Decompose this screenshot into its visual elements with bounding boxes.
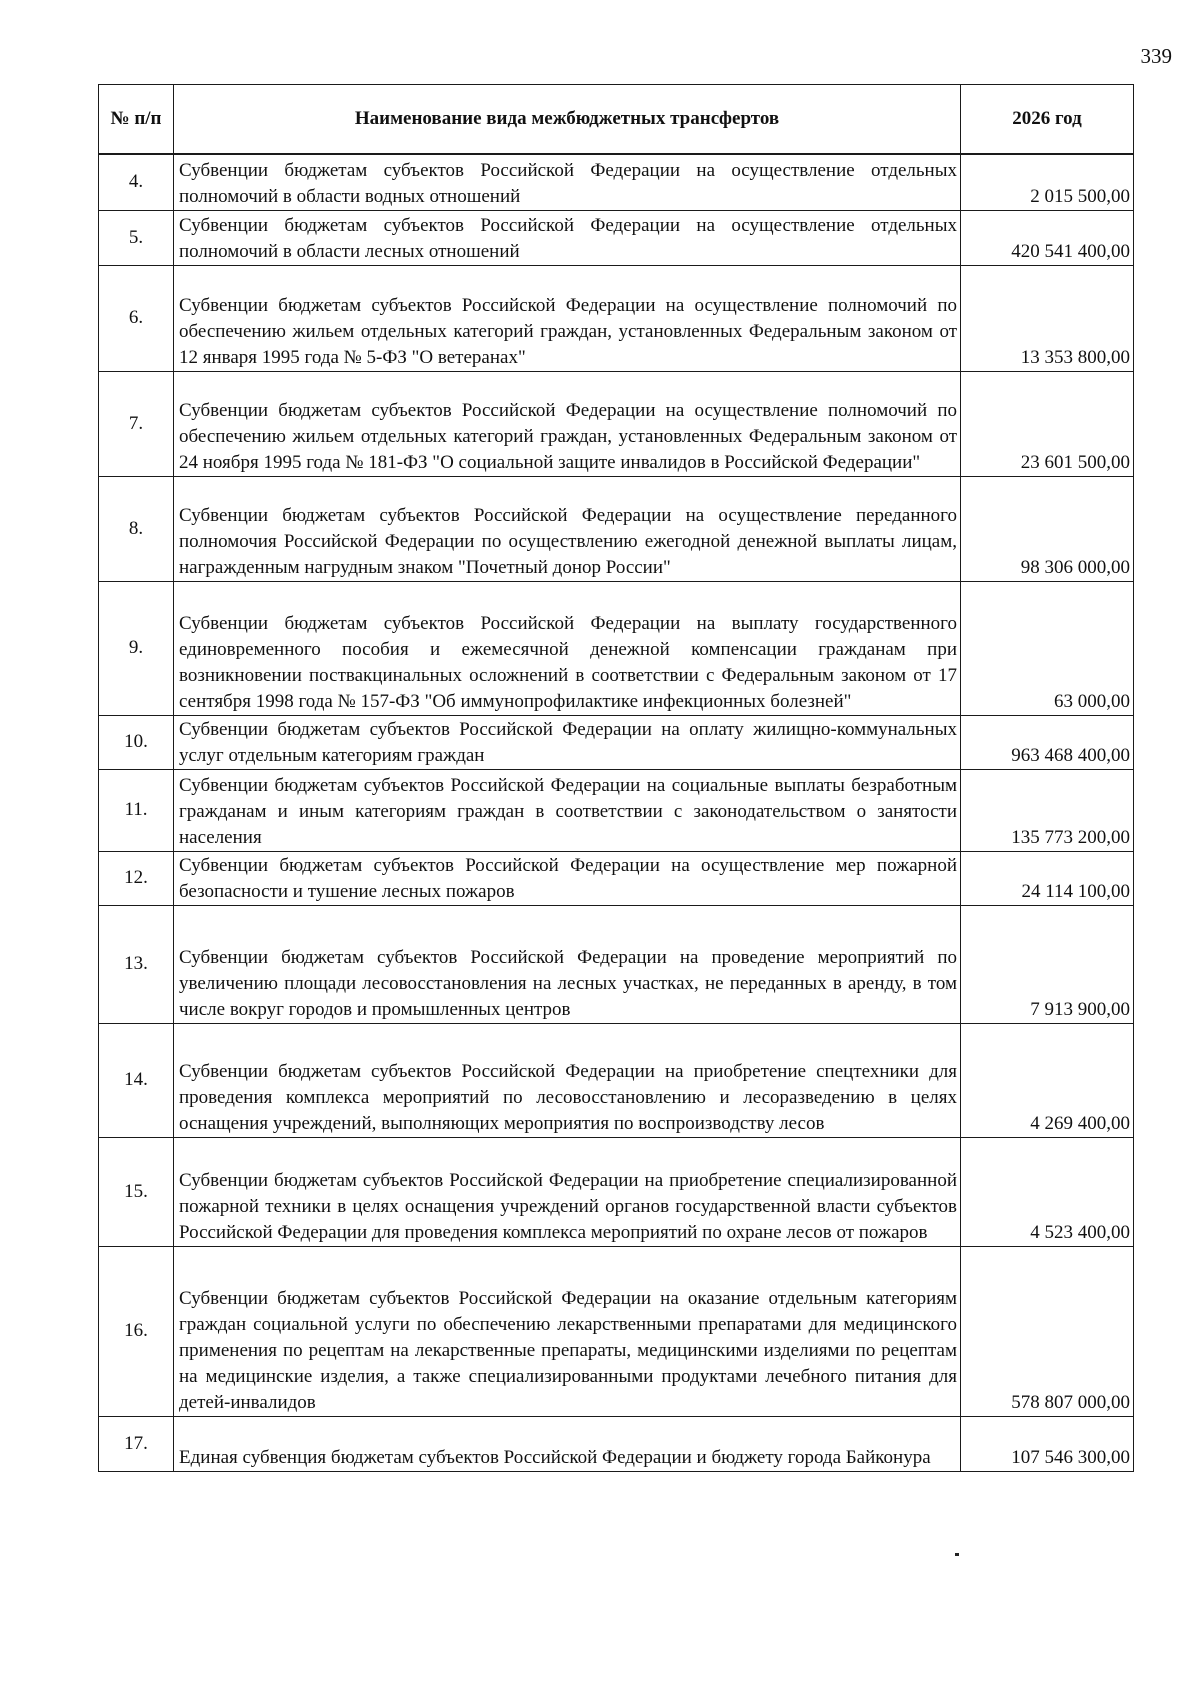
row-number: 11. (99, 769, 174, 851)
row-name: Субвенции бюджетам субъектов Российской Федерации на осуществление полномочий по обеспечению жильем отдельных категорий граждан, установленных Федеральным законом от 24 ноября 1995 года № 181-ФЗ "О социальной защите инвалидов в Российской Федерации" (174, 371, 961, 476)
table-row (99, 769, 1134, 851)
row-name: Субвенции бюджетам субъектов Российской Федерации на оплату жилищно-коммунальных услуг отдельным категориям граждан (174, 715, 961, 769)
table-row (99, 1023, 1134, 1137)
row-amount: 135 773 200,00 (961, 769, 1134, 851)
row-number: 13. (99, 905, 174, 1023)
row-amount: 4 523 400,00 (961, 1137, 1134, 1246)
row-amount: 963 468 400,00 (961, 715, 1134, 769)
row-amount: 107 546 300,00 (961, 1416, 1134, 1471)
row-name: Субвенции бюджетам субъектов Российской Федерации на приобретение спецтехники для проведения комплекса мероприятий по лесовосстановлению и лесоразведению в целях оснащения учреждений, выполняющих мероприятия по воспроизводству лесов (174, 1023, 961, 1137)
row-number: 17. (99, 1416, 174, 1471)
row-name: Субвенции бюджетам субъектов Российской Федерации на выплату государственного единовременного пособия и ежемесячной денежной компенсации гражданам при возникновении поствакцинальных осложнений в соответствии с Федеральным законом от 17 сентября 1998 года № 157-ФЗ "Об иммунопрофилактике инфекционных болезней" (174, 581, 961, 715)
table-row (99, 154, 1134, 210)
row-amount: 2 015 500,00 (961, 154, 1134, 210)
header-number: № п/п (99, 85, 174, 155)
row-amount: 578 807 000,00 (961, 1246, 1134, 1416)
row-name: Субвенции бюджетам субъектов Российской Федерации на приобретение специализированной пожарной техники в целях оснащения учреждений органов государственной власти субъектов Российской Федерации для проведения комплекса мероприятий по охране лесов от пожаров (174, 1137, 961, 1246)
table-row (99, 265, 1134, 371)
table-row (99, 1137, 1134, 1246)
table-row (99, 371, 1134, 476)
row-name: Субвенции бюджетам субъектов Российской Федерации на осуществление полномочий по обеспечению жильем отдельных категорий граждан, установленных Федеральным законом от 12 января 1995 года № 5-ФЗ "О ветеранах" (174, 265, 961, 371)
row-number: 5. (99, 210, 174, 265)
table-row (99, 581, 1134, 715)
header-amount: 2026 год (961, 85, 1134, 155)
table-row (99, 476, 1134, 581)
row-number: 9. (99, 581, 174, 715)
table-row (99, 210, 1134, 265)
scan-speck (955, 1553, 959, 1556)
row-amount: 13 353 800,00 (961, 265, 1134, 371)
row-name: Субвенции бюджетам субъектов Российской Федерации на осуществление мер пожарной безопасности и тушение лесных пожаров (174, 851, 961, 905)
table-row (99, 1246, 1134, 1416)
table-row (99, 851, 1134, 905)
row-amount: 98 306 000,00 (961, 476, 1134, 581)
row-name: Единая субвенция бюджетам субъектов Российской Федерации и бюджету города Байконура (174, 1416, 961, 1471)
row-number: 6. (99, 265, 174, 371)
row-amount: 7 913 900,00 (961, 905, 1134, 1023)
page-number: 339 (1140, 44, 1172, 68)
transfers-table (98, 84, 1134, 1472)
row-amount: 4 269 400,00 (961, 1023, 1134, 1137)
row-number: 8. (99, 476, 174, 581)
row-number: 16. (99, 1246, 174, 1416)
row-amount: 63 000,00 (961, 581, 1134, 715)
row-number: 10. (99, 715, 174, 769)
table-row (99, 715, 1134, 769)
row-number: 12. (99, 851, 174, 905)
row-name: Субвенции бюджетам субъектов Российской Федерации на осуществление переданного полномочия Российской Федерации по осуществлению ежегодной денежной выплаты лицам, награжденным нагрудным знаком "Почетный донор России" (174, 476, 961, 581)
row-number: 14. (99, 1023, 174, 1137)
row-amount: 24 114 100,00 (961, 851, 1134, 905)
row-amount: 23 601 500,00 (961, 371, 1134, 476)
row-number: 15. (99, 1137, 174, 1246)
row-name: Субвенции бюджетам субъектов Российской Федерации на осуществление отдельных полномочий в области лесных отношений (174, 210, 961, 265)
row-name: Субвенции бюджетам субъектов Российской Федерации на социальные выплаты безработным гражданам и иным категориям граждан в соответствии с законодательством о занятости населения (174, 769, 961, 851)
table-header-row (99, 85, 1134, 155)
table-row (99, 1416, 1134, 1471)
row-amount: 420 541 400,00 (961, 210, 1134, 265)
row-name: Субвенции бюджетам субъектов Российской Федерации на проведение мероприятий по увеличению площади лесовосстановления на лесных участках, не переданных в аренду, в том числе вокруг городов и промышленных центров (174, 905, 961, 1023)
row-name: Субвенции бюджетам субъектов Российской Федерации на оказание отдельным категориям граждан социальной услуги по обеспечению лекарственными препаратами для медицинского применения по рецептам на лекарственные препараты, медицинскими изделиями по рецептам на медицинские изделия, а также специализированными продуктами лечебного питания для детей-инвалидов (174, 1246, 961, 1416)
row-number: 7. (99, 371, 174, 476)
header-name: Наименование вида межбюджетных трансфертов (174, 85, 961, 155)
row-number: 4. (99, 154, 174, 210)
row-name: Субвенции бюджетам субъектов Российской Федерации на осуществление отдельных полномочий в области водных отношений (174, 154, 961, 210)
table-row (99, 905, 1134, 1023)
